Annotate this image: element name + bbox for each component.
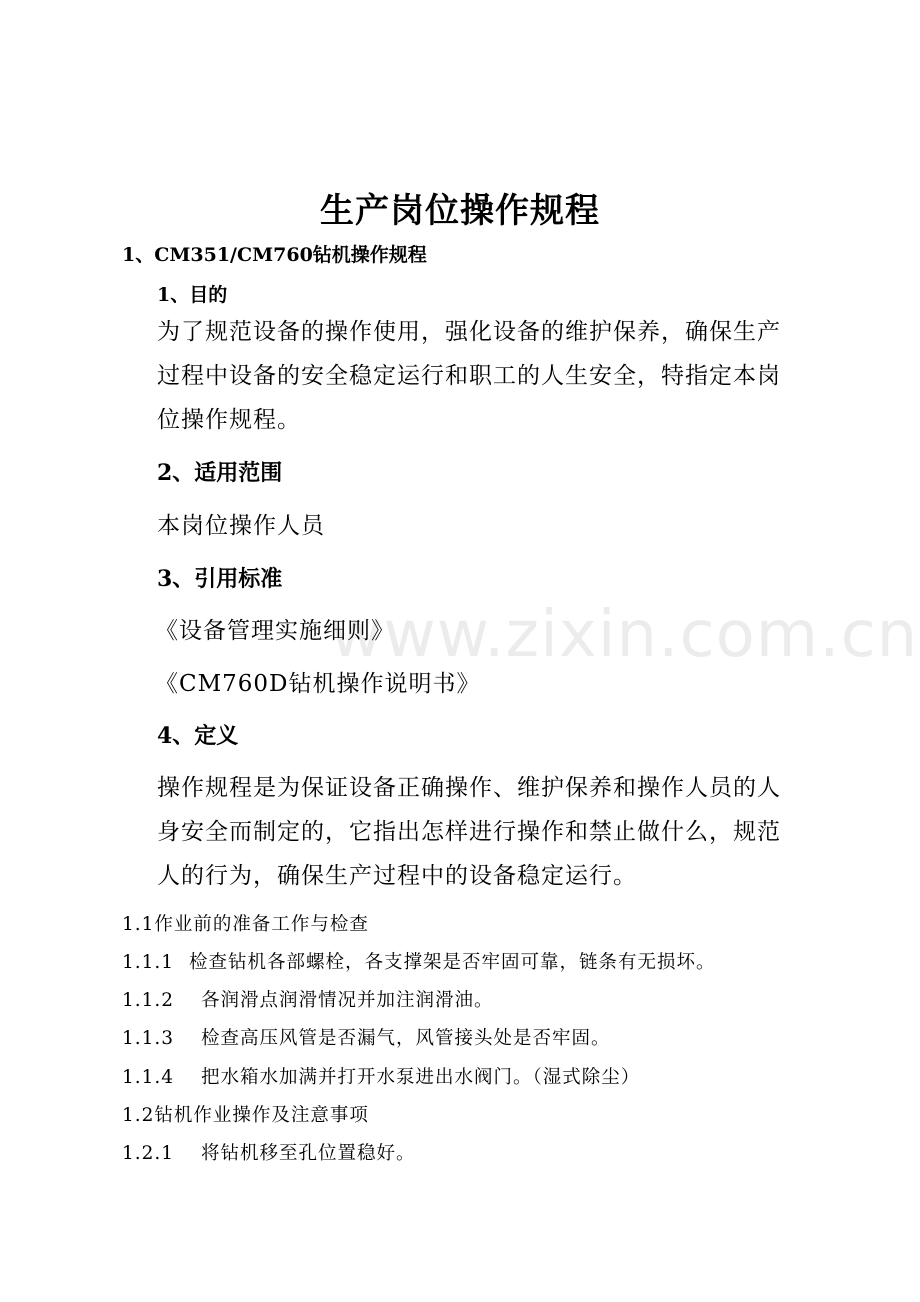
page-title: 生产岗位操作规程 [320,191,600,231]
purpose-line: 为了规范设备的操作使用，强化设备的维护保养，确保生产 [157,319,781,345]
definition-heading: 4、定义 [157,723,239,749]
purpose-heading: 1、目的 [157,284,228,306]
standard-item: 《设备管理实施细则》 [155,618,395,644]
item-number: 1.1.1 [122,952,175,973]
purpose-paragraph [157,310,797,442]
item-text: 将钻机移至孔位置稳好。 [200,1143,416,1164]
list-item [122,948,715,978]
definition-line: 操作规程是为保证设备正确操作、维护保养和操作人员的人 [157,775,781,801]
list-item [122,986,493,1016]
definition-line: 人的行为，确保生产过程中的设备稳定运行。 [157,863,637,889]
scope-text: 本岗位操作人员 [157,513,325,539]
definition-paragraph [157,766,797,898]
item-number: 1.1.4 [122,1067,175,1088]
purpose-line: 位操作规程。 [157,407,301,433]
purpose-line: 过程中设备的安全稳定运行和职工的人生安全，特指定本岗 [157,363,781,389]
subsection-heading: 1.2钻机作业操作及注意事项 [122,1105,369,1126]
standards-heading: 3、引用标准 [157,566,283,592]
section-heading: 1、CM351/CM760钻机操作规程 [122,244,427,266]
item-number: 1.1.3 [122,1028,175,1049]
watermark: www.zixin.com.cn [330,598,919,672]
item-number: 1.1.2 [122,990,175,1011]
item-text: 把水箱水加满并打开水泵进出水阀门。（湿式除尘） [200,1067,641,1088]
list-item [122,1139,415,1169]
item-text: 检查钻机各部螺栓，各支撑架是否牢固可靠，链条有无损坏。 [188,952,716,973]
definition-line: 身安全而制定的，它指出怎样进行操作和禁止做什么，规范 [157,819,781,845]
standard-item: 《CM760D钻机操作说明书》 [155,671,481,697]
list-item [122,1063,640,1093]
scope-heading: 2、适用范围 [157,460,283,486]
item-text: 各润滑点润滑情况并加注润滑油。 [200,990,494,1011]
subsection-heading: 1.1作业前的准备工作与检查 [122,914,369,935]
item-number: 1.2.1 [122,1143,175,1164]
item-text: 检查高压风管是否漏气，风管接头处是否牢固。 [200,1028,611,1049]
list-item [122,1024,610,1054]
